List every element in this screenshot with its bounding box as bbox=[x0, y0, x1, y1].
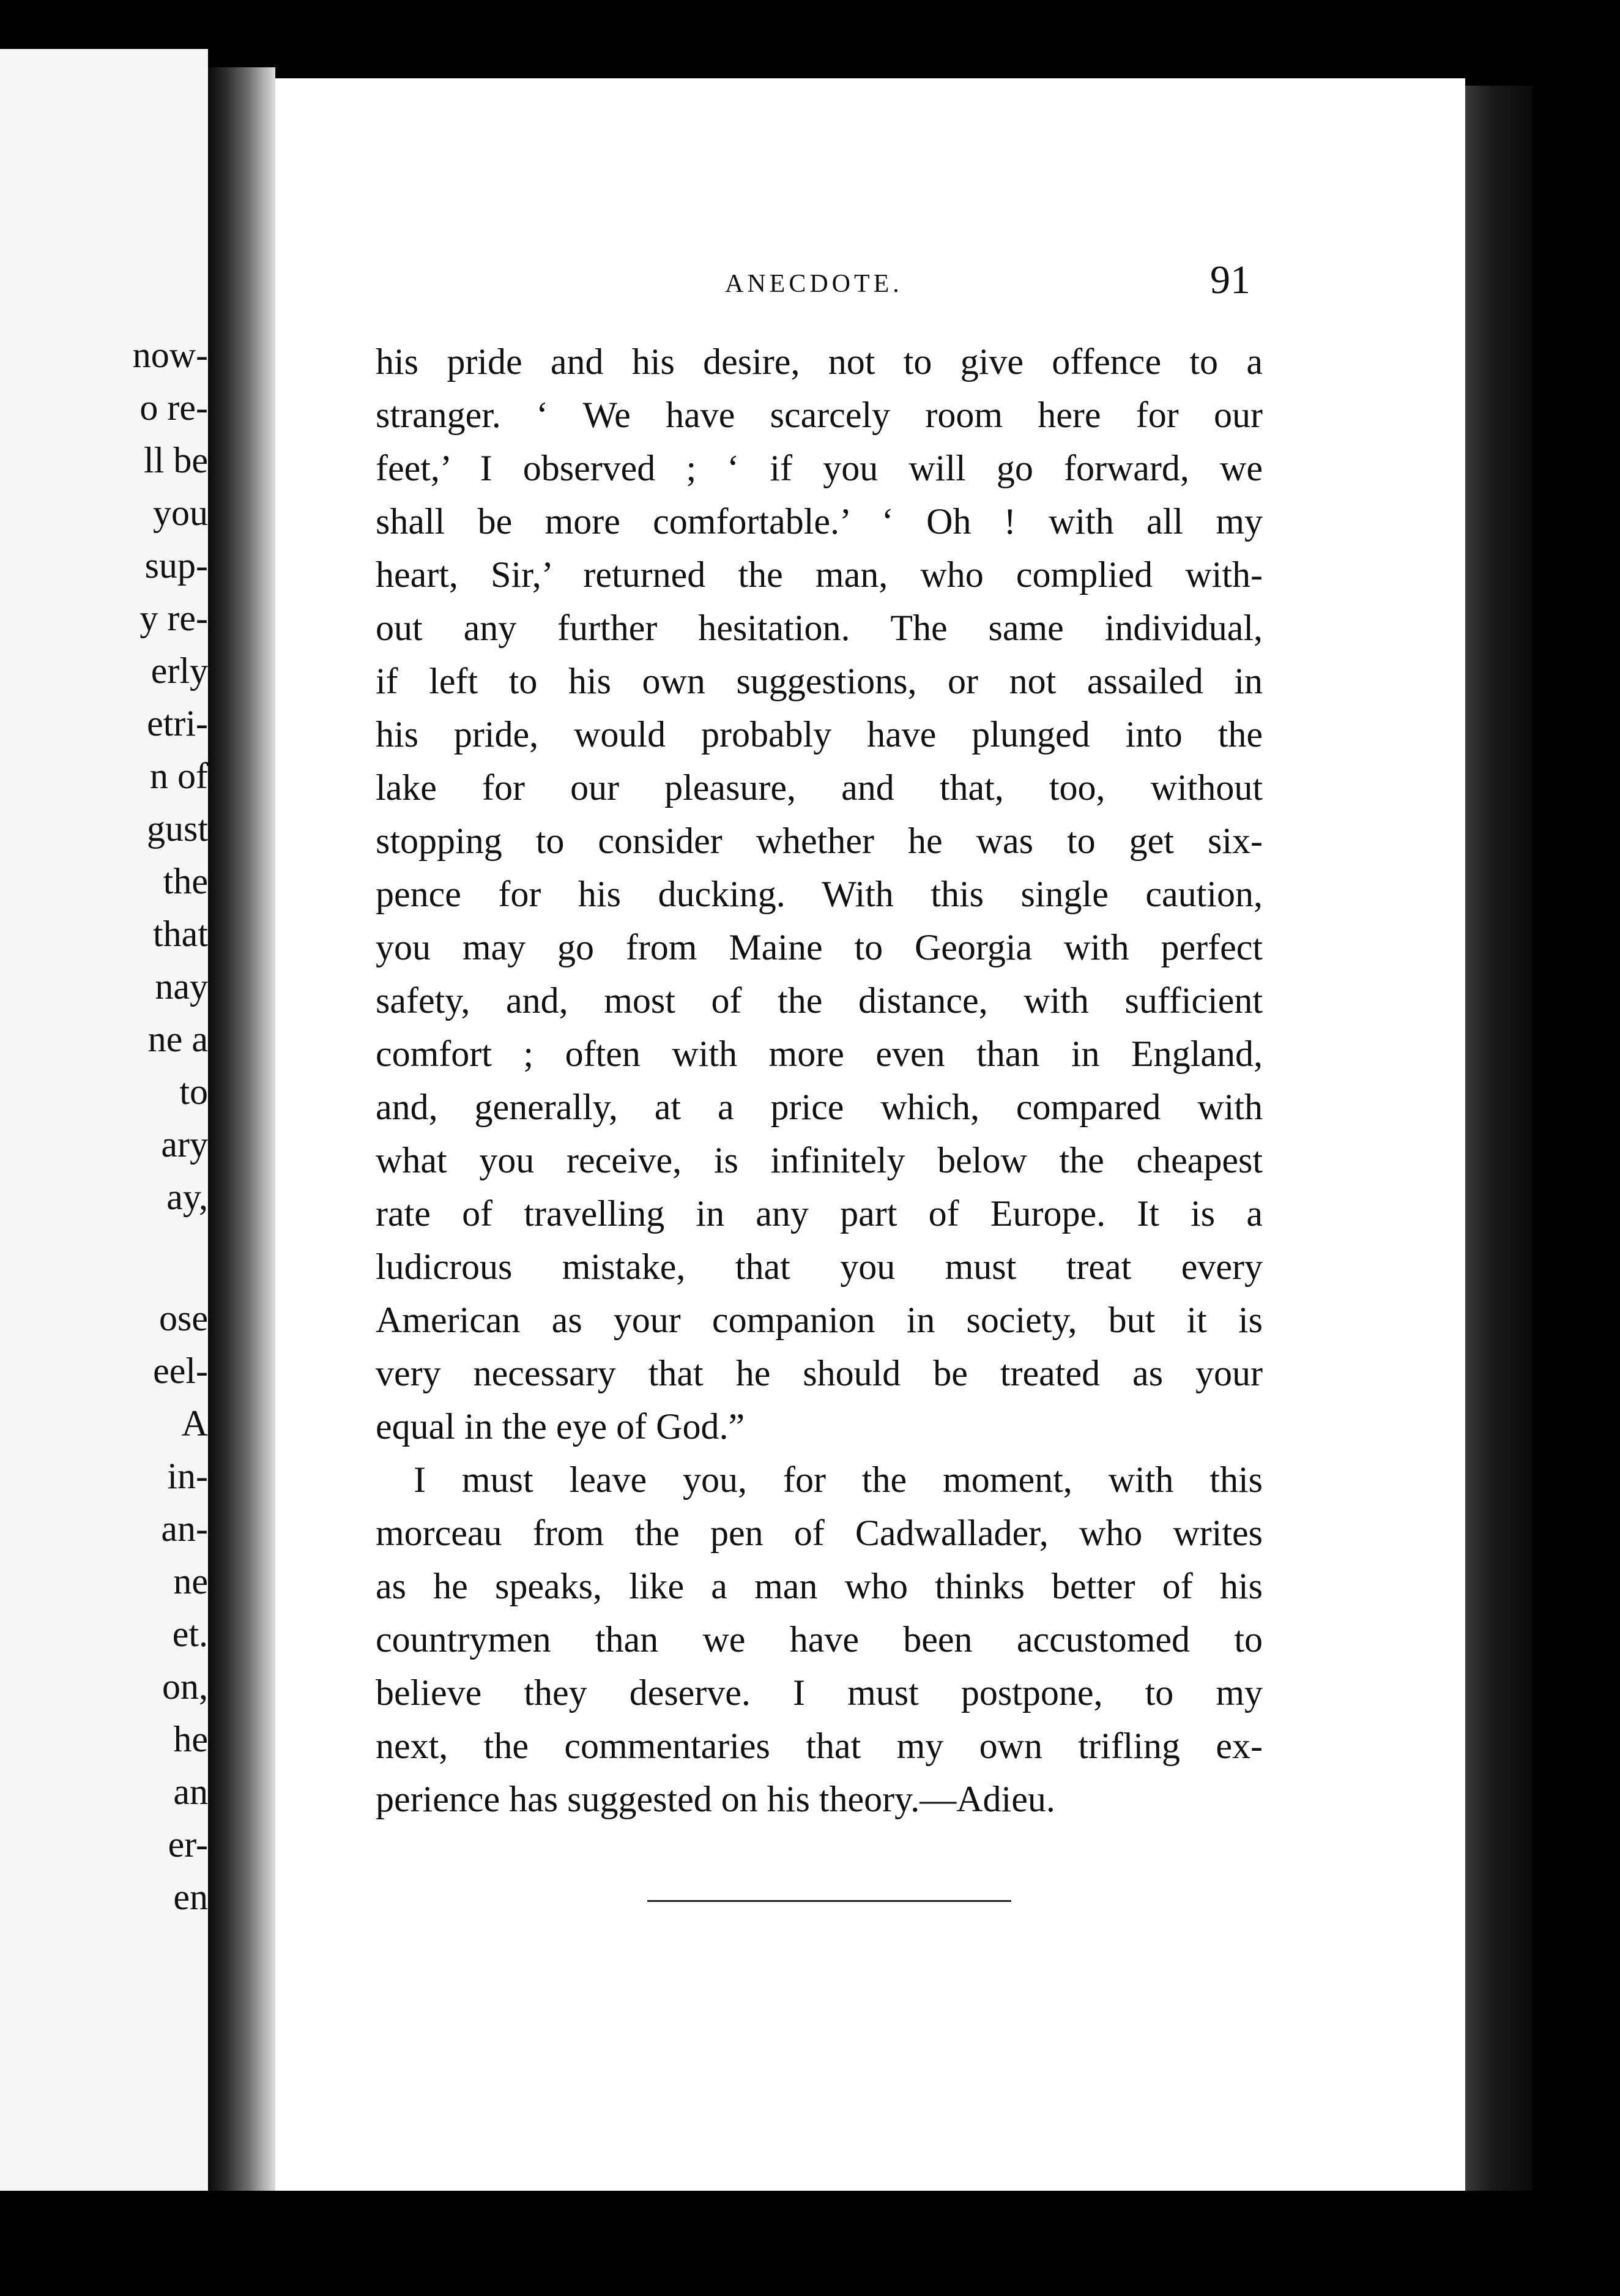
body-text bbox=[376, 335, 1263, 1826]
previous-page-line: an- bbox=[161, 1508, 208, 1549]
previous-page-line: ne bbox=[173, 1561, 208, 1601]
previous-page-line: you bbox=[153, 493, 208, 533]
previous-page-line: nay bbox=[155, 966, 208, 1007]
previous-page-line: that bbox=[153, 914, 208, 954]
previous-page-line: n of bbox=[150, 756, 208, 796]
text-line: perience has suggested on his theory.—Adieu. bbox=[376, 1779, 1055, 1819]
previous-page-line: ll be bbox=[144, 440, 208, 480]
previous-page-line: eel- bbox=[153, 1351, 208, 1391]
text-line: next, the commentaries that my own trifling ex- bbox=[376, 1726, 1263, 1766]
previous-page-line: in- bbox=[167, 1456, 208, 1496]
previous-page-line: et. bbox=[172, 1614, 208, 1654]
previous-page-line: ne a bbox=[147, 1019, 208, 1059]
text-line: if left to his own suggestions, or not assailed in bbox=[376, 661, 1263, 701]
text-line: countrymen than we have been accustomed to bbox=[376, 1619, 1263, 1660]
previous-page-line: on, bbox=[162, 1666, 208, 1707]
text-line: equal in the eye of God.” bbox=[376, 1406, 745, 1447]
page-number: 91 bbox=[1210, 258, 1250, 302]
previous-page-line: gust bbox=[146, 808, 208, 849]
text-line: rate of travelling in any part of Europe. It is a bbox=[376, 1193, 1263, 1234]
previous-page-line: o re- bbox=[139, 387, 208, 428]
previous-page-line: y re- bbox=[139, 598, 208, 638]
text-line: stopping to consider whether he was to get six- bbox=[376, 821, 1263, 861]
previous-page-line: ose bbox=[159, 1298, 208, 1338]
text-line: American as your companion in society, but it is bbox=[376, 1300, 1263, 1340]
text-line: safety, and, most of the distance, with sufficient bbox=[376, 980, 1263, 1021]
text-line: shall be more comfortable.’ ‘ Oh ! with all my bbox=[376, 501, 1263, 542]
text-line: pence for his ducking. With this single caution, bbox=[376, 874, 1263, 914]
page-edge-shadow bbox=[1465, 86, 1533, 2191]
text-line: ludicrous mistake, that you must treat every bbox=[376, 1247, 1263, 1287]
text-line: what you receive, is infinitely below the cheapest bbox=[376, 1140, 1263, 1180]
previous-page-line: now- bbox=[132, 335, 208, 375]
text-line: believe they deserve. I must postpone, to my bbox=[376, 1672, 1263, 1713]
book-gutter-shadow bbox=[208, 67, 275, 2191]
previous-page-line: an bbox=[173, 1772, 208, 1812]
running-head: ANECDOTE. bbox=[725, 270, 903, 298]
text-line: as he speaks, like a man who thinks better of his bbox=[376, 1566, 1263, 1606]
previous-page-line: sup- bbox=[144, 545, 208, 586]
previous-page-line: etri- bbox=[147, 703, 208, 744]
previous-page-fragment bbox=[0, 49, 208, 2191]
text-line: feet,’ I observed ; ‘ if you will go forward, we bbox=[376, 448, 1263, 488]
previous-page-line: he bbox=[173, 1719, 208, 1759]
text-line: out any further hesitation. The same individual, bbox=[376, 608, 1263, 648]
text-line: and, generally, at a price which, compared with bbox=[376, 1087, 1263, 1127]
text-line: you may go from Maine to Georgia with perfect bbox=[376, 927, 1263, 967]
previous-page-line: erly bbox=[150, 650, 208, 691]
text-line: comfort ; often with more even than in England, bbox=[376, 1034, 1263, 1074]
text-line: morceau from the pen of Cadwallader, who writes bbox=[376, 1513, 1263, 1553]
previous-page-line: the bbox=[163, 861, 208, 901]
text-line: lake for our pleasure, and that, too, without bbox=[376, 767, 1263, 808]
previous-page-line: ay, bbox=[166, 1177, 208, 1217]
previous-page-line: ary bbox=[161, 1124, 208, 1165]
text-line: his pride and his desire, not to give offence to a bbox=[376, 341, 1263, 382]
previous-page-line: en bbox=[173, 1877, 208, 1917]
previous-page-line: er- bbox=[168, 1824, 208, 1865]
previous-page-line: to bbox=[179, 1072, 208, 1112]
text-line: stranger. ‘ We have scarcely room here for our bbox=[376, 395, 1263, 435]
section-end-rule bbox=[647, 1900, 1011, 1902]
previous-page-line: A bbox=[181, 1403, 208, 1444]
text-line: his pride, would probably have plunged into the bbox=[376, 714, 1263, 755]
text-line: very necessary that he should be treated as your bbox=[376, 1353, 1263, 1393]
text-line: I must leave you, for the moment, with this bbox=[414, 1459, 1263, 1500]
text-line: heart, Sir,’ returned the man, who complied with- bbox=[376, 554, 1263, 595]
